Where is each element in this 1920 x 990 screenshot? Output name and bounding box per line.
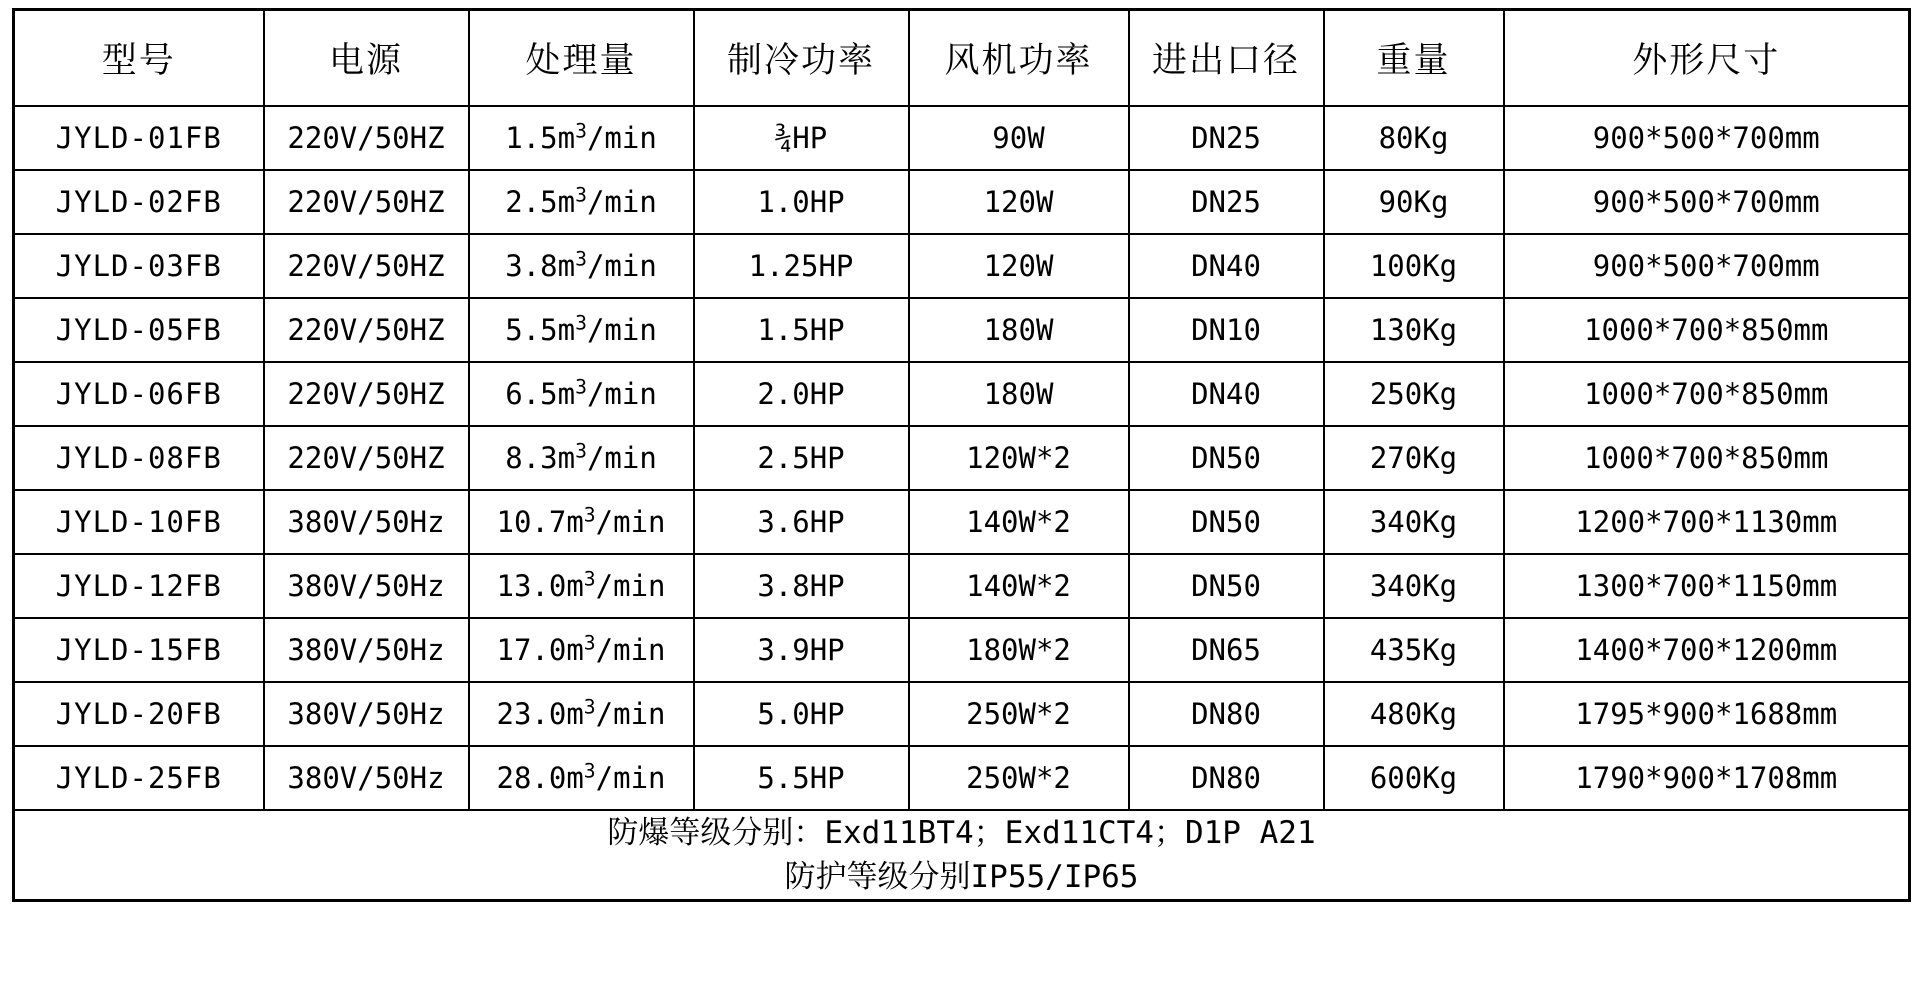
cell-model: JYLD-05FB (14, 298, 264, 362)
cell-port-size: DN80 (1129, 682, 1324, 746)
cell-port-size: DN10 (1129, 298, 1324, 362)
column-header-fan-power: 风机功率 (909, 10, 1129, 107)
cell-weight: 130Kg (1324, 298, 1504, 362)
cell-cooling-power: 3.8HP (694, 554, 909, 618)
cell-cooling-power: 3.9HP (694, 618, 909, 682)
table-header (14, 10, 1910, 107)
cell-cooling-power: 5.0HP (694, 682, 909, 746)
cell-dimensions: 900*500*700mm (1504, 234, 1910, 298)
cell-power-supply: 220V/50HZ (264, 234, 469, 298)
cell-dimensions: 1400*700*1200mm (1504, 618, 1910, 682)
cell-weight: 270Kg (1324, 426, 1504, 490)
cell-model: JYLD-03FB (14, 234, 264, 298)
cell-fan-power: 90W (909, 106, 1129, 170)
cell-cooling-power: 1.5HP (694, 298, 909, 362)
cell-model: JYLD-20FB (14, 682, 264, 746)
column-header-capacity: 处理量 (469, 10, 694, 107)
cell-model: JYLD-12FB (14, 554, 264, 618)
cell-port-size: DN65 (1129, 618, 1324, 682)
cell-model: JYLD-25FB (14, 746, 264, 810)
cell-capacity: $5.5m^3/\min$ (469, 298, 694, 362)
cell-cooling-power: 5.5HP (694, 746, 909, 810)
cell-capacity: $6.5m^3/\min$ (469, 362, 694, 426)
cell-cooling-power: 2.5HP (694, 426, 909, 490)
table-row (14, 490, 1910, 554)
table-row (14, 362, 1910, 426)
column-header-model: 型号 (14, 10, 264, 107)
cell-cooling-power: 1.25HP (694, 234, 909, 298)
column-header-dimensions: 外形尺寸 (1504, 10, 1910, 107)
cell-weight: 100Kg (1324, 234, 1504, 298)
cell-fan-power: 140W*2 (909, 554, 1129, 618)
cell-dimensions: 900*500*700mm (1504, 170, 1910, 234)
footnotes-cell (14, 810, 1910, 901)
table-row (14, 746, 1910, 810)
cell-power-supply: 220V/50HZ (264, 170, 469, 234)
column-header-port-size: 进出口径 (1129, 10, 1324, 107)
cell-cooling-power: ¾HP (694, 106, 909, 170)
cell-power-supply: 380V/50Hz (264, 746, 469, 810)
cell-weight: 435Kg (1324, 618, 1504, 682)
cell-dimensions: 1000*700*850mm (1504, 298, 1910, 362)
cell-fan-power: 120W (909, 170, 1129, 234)
cell-capacity: $2.5m^3/\min$ (469, 170, 694, 234)
table-row (14, 170, 1910, 234)
cell-port-size: DN50 (1129, 554, 1324, 618)
cell-weight: 340Kg (1324, 490, 1504, 554)
cell-power-supply: 220V/50HZ (264, 298, 469, 362)
table-row (14, 234, 1910, 298)
cell-fan-power: 180W (909, 298, 1129, 362)
cell-dimensions: 1790*900*1708mm (1504, 746, 1910, 810)
cell-capacity: $13.0m^3/\min$ (469, 554, 694, 618)
cell-model: JYLD-02FB (14, 170, 264, 234)
cell-weight: 340Kg (1324, 554, 1504, 618)
cell-port-size: DN40 (1129, 362, 1324, 426)
cell-fan-power: 120W (909, 234, 1129, 298)
cell-capacity: $3.8m^3/\min$ (469, 234, 694, 298)
cell-capacity: $10.7m^3/\min$ (469, 490, 694, 554)
table-row (14, 682, 1910, 746)
cell-port-size: DN50 (1129, 490, 1324, 554)
cell-model: JYLD-06FB (14, 362, 264, 426)
cell-model: JYLD-08FB (14, 426, 264, 490)
cell-fan-power: 180W (909, 362, 1129, 426)
cell-port-size: DN40 (1129, 234, 1324, 298)
footnote-protection-rating: 防护等级分别IP55/IP65 (784, 859, 1139, 896)
cell-weight: 90Kg (1324, 170, 1504, 234)
cell-weight: 480Kg (1324, 682, 1504, 746)
header-row (14, 10, 1910, 107)
cell-model: JYLD-10FB (14, 490, 264, 554)
cell-power-supply: 220V/50HZ (264, 362, 469, 426)
cell-capacity: $8.3m^3/\min$ (469, 426, 694, 490)
cell-fan-power: 250W*2 (909, 682, 1129, 746)
cell-dimensions: 1200*700*1130mm (1504, 490, 1910, 554)
cell-fan-power: 250W*2 (909, 746, 1129, 810)
column-header-cooling-power: 制冷功率 (694, 10, 909, 107)
cell-dimensions: 900*500*700mm (1504, 106, 1910, 170)
cell-cooling-power: 3.6HP (694, 490, 909, 554)
column-header-power-supply: 电源 (264, 10, 469, 107)
cell-port-size: DN25 (1129, 170, 1324, 234)
cell-dimensions: 1000*700*850mm (1504, 362, 1910, 426)
cell-port-size: DN25 (1129, 106, 1324, 170)
table-row (14, 426, 1910, 490)
cell-fan-power: 180W*2 (909, 618, 1129, 682)
cell-capacity: $28.0m^3/\min$ (469, 746, 694, 810)
cell-weight: 250Kg (1324, 362, 1504, 426)
cell-model: JYLD-01FB (14, 106, 264, 170)
table-row (14, 298, 1910, 362)
table-row (14, 554, 1910, 618)
cell-power-supply: 220V/50HZ (264, 106, 469, 170)
cell-model: JYLD-15FB (14, 618, 264, 682)
cell-power-supply: 380V/50Hz (264, 490, 469, 554)
cell-fan-power: 120W*2 (909, 426, 1129, 490)
cell-power-supply: 220V/50HZ (264, 426, 469, 490)
table-row (14, 106, 1910, 170)
cell-cooling-power: 2.0HP (694, 362, 909, 426)
cell-fan-power: 140W*2 (909, 490, 1129, 554)
cell-dimensions: 1795*900*1688mm (1504, 682, 1910, 746)
cell-dimensions: 1000*700*850mm (1504, 426, 1910, 490)
footnote-row (14, 810, 1910, 901)
specification-table (12, 8, 1911, 902)
table-row (14, 618, 1910, 682)
cell-power-supply: 380V/50Hz (264, 554, 469, 618)
footnote-explosion-rating: 防爆等级分别：Exd11BT4；Exd11CT4；D1P A21 (607, 815, 1316, 851)
cell-power-supply: 380V/50Hz (264, 682, 469, 746)
cell-capacity: $1.5m^3/\min$ (469, 106, 694, 170)
cell-power-supply: 380V/50Hz (264, 618, 469, 682)
cell-capacity: $23.0m^3/\min$ (469, 682, 694, 746)
table-body (14, 106, 1910, 901)
cell-capacity: $17.0m^3/\min$ (469, 618, 694, 682)
cell-cooling-power: 1.0HP (694, 170, 909, 234)
cell-weight: 600Kg (1324, 746, 1504, 810)
column-header-weight: 重量 (1324, 10, 1504, 107)
cell-port-size: DN80 (1129, 746, 1324, 810)
cell-weight: 80Kg (1324, 106, 1504, 170)
cell-dimensions: 1300*700*1150mm (1504, 554, 1910, 618)
cell-port-size: DN50 (1129, 426, 1324, 490)
